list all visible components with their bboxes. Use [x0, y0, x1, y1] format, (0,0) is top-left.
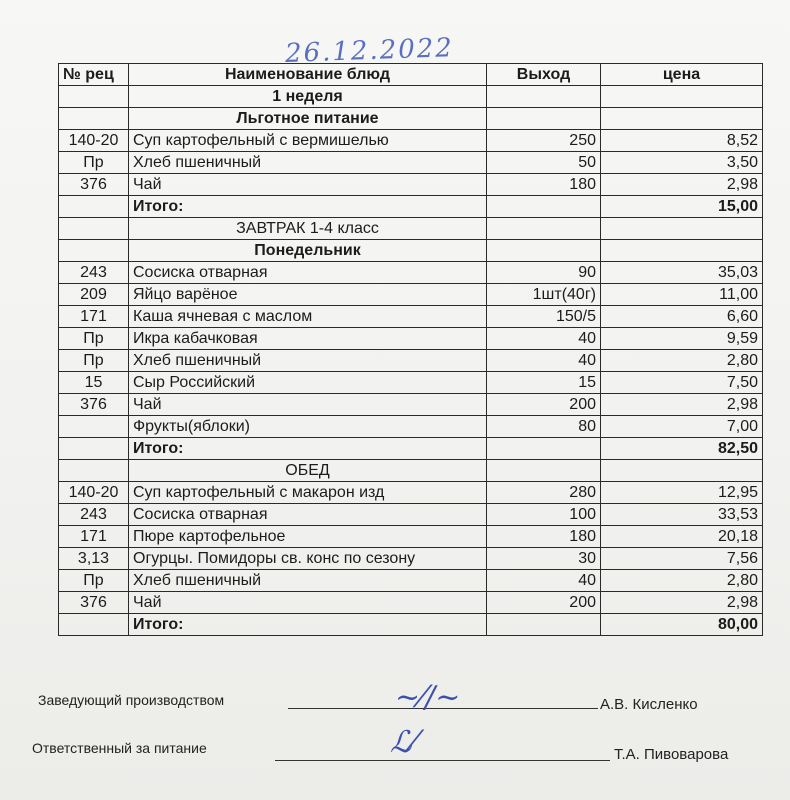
- dish-name: Хлеб пшеничный: [129, 570, 487, 592]
- recipe-number: 15: [59, 372, 129, 394]
- dish-price: 9,59: [601, 328, 763, 350]
- dish-yield: 40: [487, 350, 601, 372]
- table-row: [59, 394, 763, 416]
- section-title: [59, 108, 763, 130]
- dish-name: Икра кабачковая: [129, 328, 487, 350]
- table-row: [59, 174, 763, 196]
- dish-price: 2,80: [601, 570, 763, 592]
- empty-cell: [59, 240, 129, 262]
- empty-cell: [59, 218, 129, 240]
- dish-name: Суп картофельный с вермишелью: [129, 130, 487, 152]
- total-row: [59, 614, 763, 636]
- recipe-number: 376: [59, 174, 129, 196]
- dish-price: 3,50: [601, 152, 763, 174]
- table-row: [59, 416, 763, 438]
- table-row: [59, 548, 763, 570]
- total-label: Итого:: [129, 614, 487, 636]
- handwritten-date: 26.12.2022: [284, 33, 455, 69]
- total-row: [59, 196, 763, 218]
- breakfast-title-text: ЗАВТРАК 1-4 класс: [129, 218, 487, 240]
- table-row: [59, 284, 763, 306]
- menu-table: [58, 63, 763, 636]
- dish-price: 7,00: [601, 416, 763, 438]
- empty-cell: [59, 614, 129, 636]
- recipe-number: 171: [59, 306, 129, 328]
- dish-name: Хлеб пшеничный: [129, 152, 487, 174]
- dish-price: 2,80: [601, 350, 763, 372]
- recipe-number: 171: [59, 526, 129, 548]
- dish-price: 2,98: [601, 394, 763, 416]
- table-row: [59, 592, 763, 614]
- table-row: [59, 350, 763, 372]
- total-label: Итого:: [129, 438, 487, 460]
- recipe-number: Пр: [59, 570, 129, 592]
- empty-cell: [601, 218, 763, 240]
- recipe-number: 243: [59, 504, 129, 526]
- header-yield: Выход: [487, 64, 601, 86]
- production-name: А.В. Кисленко: [600, 696, 698, 713]
- dish-name: Каша ячневая с маслом: [129, 306, 487, 328]
- production-signature: ~⁄/~: [395, 680, 461, 715]
- dish-yield: 200: [487, 592, 601, 614]
- total-row: [59, 438, 763, 460]
- section-title-text: Льготное питание: [129, 108, 487, 130]
- empty-cell: [59, 86, 129, 108]
- dish-name: Яйцо варёное: [129, 284, 487, 306]
- dish-yield: 30: [487, 548, 601, 570]
- dish-price: 12,95: [601, 482, 763, 504]
- breakfast-title: [59, 218, 763, 240]
- empty-cell: [601, 460, 763, 482]
- dish-price: 7,50: [601, 372, 763, 394]
- empty-cell: [487, 108, 601, 130]
- empty-cell: [487, 614, 601, 636]
- table-header: [59, 64, 763, 86]
- dish-yield: 1шт(40г): [487, 284, 601, 306]
- recipe-number: Пр: [59, 328, 129, 350]
- dish-name: Суп картофельный с макарон изд: [129, 482, 487, 504]
- total-value: 80,00: [601, 614, 763, 636]
- dish-price: 2,98: [601, 592, 763, 614]
- dish-yield: 180: [487, 174, 601, 196]
- table-row: [59, 130, 763, 152]
- recipe-number: 140-20: [59, 130, 129, 152]
- header-recipe-number: № рец: [59, 64, 129, 86]
- table-row: [59, 372, 763, 394]
- recipe-number: Пр: [59, 152, 129, 174]
- dish-yield: 180: [487, 526, 601, 548]
- nutrition-signature-line: [275, 760, 610, 761]
- table-row: [59, 526, 763, 548]
- dish-yield: 15: [487, 372, 601, 394]
- recipe-number: Пр: [59, 350, 129, 372]
- dish-name: Сосиска отварная: [129, 262, 487, 284]
- dish-price: 35,03: [601, 262, 763, 284]
- header-dish-name: Наименование блюд: [129, 64, 487, 86]
- recipe-number: 243: [59, 262, 129, 284]
- recipe-number: 376: [59, 592, 129, 614]
- dish-yield: 40: [487, 328, 601, 350]
- day-title-text: Понедельник: [129, 240, 487, 262]
- total-label: Итого:: [129, 196, 487, 218]
- dish-yield: 50: [487, 152, 601, 174]
- dish-yield: 40: [487, 570, 601, 592]
- total-value: 15,00: [601, 196, 763, 218]
- dish-yield: 200: [487, 394, 601, 416]
- empty-cell: [487, 218, 601, 240]
- dish-name: Чай: [129, 394, 487, 416]
- dish-price: 20,18: [601, 526, 763, 548]
- nutrition-label: Ответственный за питание: [32, 740, 207, 756]
- dish-name: Огурцы. Помидоры св. конс по сезону: [129, 548, 487, 570]
- empty-cell: [59, 108, 129, 130]
- dish-yield: 150/5: [487, 306, 601, 328]
- nutrition-name: Т.А. Пивоварова: [614, 746, 729, 763]
- recipe-number: 3,13: [59, 548, 129, 570]
- dish-yield: 280: [487, 482, 601, 504]
- week-row-text: 1 неделя: [129, 86, 487, 108]
- lunch-title-text: ОБЕД: [129, 460, 487, 482]
- lunch-title: [59, 460, 763, 482]
- header-price: цена: [601, 64, 763, 86]
- table-row: [59, 306, 763, 328]
- recipe-number: 376: [59, 394, 129, 416]
- dish-yield: 80: [487, 416, 601, 438]
- dish-name: Чай: [129, 174, 487, 196]
- dish-price: 6,60: [601, 306, 763, 328]
- empty-cell: [59, 438, 129, 460]
- dish-name: Сосиска отварная: [129, 504, 487, 526]
- dish-name: Пюре картофельное: [129, 526, 487, 548]
- dish-name: Фрукты(яблоки): [129, 416, 487, 438]
- dish-price: 8,52: [601, 130, 763, 152]
- table-row: [59, 262, 763, 284]
- empty-cell: [487, 460, 601, 482]
- dish-price: 11,00: [601, 284, 763, 306]
- dish-price: 33,53: [601, 504, 763, 526]
- dish-yield: 100: [487, 504, 601, 526]
- table-row: [59, 504, 763, 526]
- day-title: [59, 240, 763, 262]
- dish-name: Сыр Российский: [129, 372, 487, 394]
- nutrition-signature: ℒ⁄: [390, 725, 417, 760]
- empty-cell: [59, 460, 129, 482]
- recipe-number: [59, 416, 129, 438]
- dish-price: 2,98: [601, 174, 763, 196]
- empty-cell: [487, 86, 601, 108]
- table-row: [59, 570, 763, 592]
- empty-cell: [601, 86, 763, 108]
- dish-yield: 250: [487, 130, 601, 152]
- dish-name: Хлеб пшеничный: [129, 350, 487, 372]
- table-row: [59, 482, 763, 504]
- recipe-number: 140-20: [59, 482, 129, 504]
- empty-cell: [487, 196, 601, 218]
- empty-cell: [487, 240, 601, 262]
- total-value: 82,50: [601, 438, 763, 460]
- dish-yield: 90: [487, 262, 601, 284]
- dish-price: 7,56: [601, 548, 763, 570]
- recipe-number: 209: [59, 284, 129, 306]
- week-row: [59, 86, 763, 108]
- table-row: [59, 152, 763, 174]
- production-label: Заведующий производством: [38, 692, 225, 708]
- empty-cell: [601, 240, 763, 262]
- dish-name: Чай: [129, 592, 487, 614]
- table-row: [59, 328, 763, 350]
- empty-cell: [59, 196, 129, 218]
- empty-cell: [601, 108, 763, 130]
- empty-cell: [487, 438, 601, 460]
